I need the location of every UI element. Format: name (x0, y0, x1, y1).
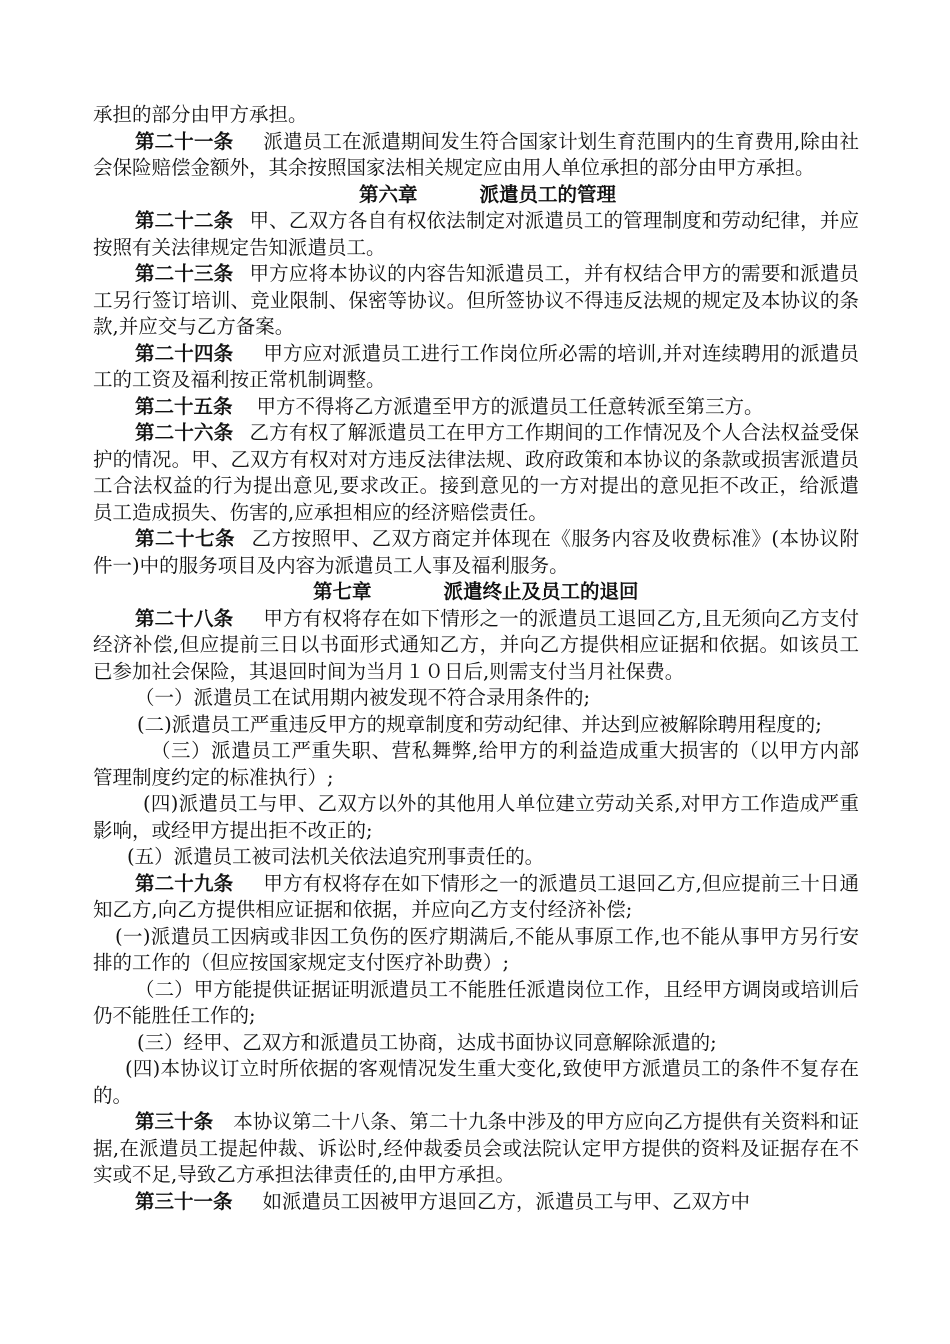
article-text: 派遣员工在派遣期间发生符合国家计划生育范围内的生育费用,除由社会保险赔偿金额外，其余按照国家法相关规定应由用人单位承担的部分由甲方承担。 (93, 129, 859, 179)
article-title: 第三十一条 (135, 1189, 233, 1213)
article-29-item-1: (一)派遣员工因病或非因工负伤的医疗期满后,不能从事原工作,也不能从事甲方另行安排的工作的（但应按国家规定支付医疗补助费）; (93, 924, 859, 974)
article-23 (93, 261, 859, 341)
article-text: 本协议第二十八条、第二十九条中涉及的甲方应向乙方提供有关资料和证据,在派遣员工提起仲裁、诉讼时,经仲裁委员会或法院认定甲方提供的资料及证据存在不实或不足,导致乙方承担法律责任的,由甲方承担。 (93, 1110, 859, 1186)
article-title: 第二十四条 (135, 341, 234, 365)
article-28 (93, 606, 859, 686)
article-title: 第二十六条 (135, 421, 234, 444)
article-text: 甲方应对派遣员工进行工作岗位所必需的培训,并对连续聘用的派遣员工的工资及福利按正常机制调整。 (93, 341, 859, 391)
chapter-title: 派遣终止及员工的退回 (443, 580, 639, 603)
article-29-item-4: (四)本协议订立时所依据的客观情况发生重大变化,致使甲方派遣员工的条件不复存在的。 (93, 1057, 859, 1107)
article-title: 第二十八条 (135, 606, 234, 630)
article-title: 第二十五条 (135, 394, 233, 418)
chapter-title: 派遣员工的管理 (479, 182, 617, 206)
article-27 (93, 526, 859, 579)
chapter-7-heading (93, 579, 859, 606)
chapter-number: 第七章 (313, 580, 372, 603)
chapter-number: 第六章 (359, 182, 418, 206)
article-28-item-1: （一）派遣员工在试用期内被发现不符合录用条件的; (135, 686, 591, 709)
article-21 (93, 129, 859, 182)
article-title: 第二十一条 (135, 129, 234, 153)
article-28-item-3: （三）派遣员工严重失职、营私舞弊,给甲方的利益造成重大损害的（以甲方内部管理制度约定的标准执行）; (93, 739, 859, 789)
article-text: 乙方有权了解派遣员工在甲方工作期间的工作情况及个人合法权益受保护的情况。甲、乙双方有权对对方违反法律法规、政府政策和本协议的条款或损害派遣员工合法权益的行为提出意见,要求改正。接到意见的一方对提出的意见拒不改正，给派遣员工造成损失、伤害的,应承担相应的经济赔偿责任。 (93, 421, 859, 524)
paragraph-continuation: 承担的部分由甲方承担。 (93, 103, 308, 126)
article-30 (93, 1109, 859, 1189)
article-31 (93, 1189, 859, 1216)
article-text: 甲方有权将存在如下情形之一的派遣员工退回乙方,且无须向乙方支付经济补偿,但应提前三日以书面形式通知乙方，并向乙方提供相应证据和依据。如该员工已参加社会保险，其退回时间为当月１０日后,则需支付当月社保费。 (93, 606, 859, 683)
article-24 (93, 341, 859, 394)
document-body (93, 102, 859, 1215)
article-title: 第三十条 (135, 1110, 214, 1133)
article-text: 甲方应将本协议的内容告知派遣员工，并有权结合甲方的需要和派遣员工另行签订培训、竞业限制、保密等协议。但所签协议不得违反法规的规定及本协议的条款,并应交与乙方备案。 (93, 262, 859, 338)
article-25 (93, 394, 859, 421)
article-29 (93, 871, 859, 924)
article-22 (93, 208, 859, 261)
article-28-item-5: (五）派遣员工被司法机关依法追究刑事责任的。 (127, 845, 545, 868)
article-title: 第二十二条 (135, 209, 234, 232)
article-28-item-2: (二)派遣员工严重违反甲方的规章制度和劳动纪律、并达到应被解除聘用程度的; (137, 712, 822, 736)
article-text: 如派遣员工因被甲方退回乙方，派遣员工与甲、乙双方中 (262, 1189, 751, 1213)
chapter-6-heading (93, 182, 859, 209)
article-text: 乙方按照甲、乙双方商定并体现在《服务内容及收费标准》(本协议附件一)中的服务项目及内容为派遣员工人事及福利服务。 (93, 527, 859, 577)
article-28-item-4: (四)派遣员工与甲、乙双方以外的其他用人单位建立劳动关系,对甲方工作造成严重影响，或经甲方提出拒不改正的; (93, 792, 859, 842)
article-title: 第二十七条 (135, 527, 235, 550)
article-text: 甲方不得将乙方派遣至甲方的派遣员工任意转派至第三方。 (256, 394, 764, 418)
article-title: 第二十九条 (135, 871, 234, 895)
article-29-item-2: （二）甲方能提供证据证明派遣员工不能胜任派遣岗位工作，且经甲方调岗或培训后仍不能胜任工作的; (93, 977, 859, 1027)
article-26 (93, 420, 859, 526)
article-title: 第二十三条 (135, 262, 234, 285)
article-text: 甲方有权将存在如下情形之一的派遣员工退回乙方,但应提前三十日通知乙方,向乙方提供相应证据和依据，并应向乙方支付经济补偿; (93, 871, 859, 921)
article-text: 甲、乙双方各自有权依法制定对派遣员工的管理制度和劳动纪律，并应按照有关法律规定告知派遣员工。 (93, 209, 859, 259)
article-29-item-3: (三）经甲、乙双方和派遣员工协商，达成书面协议同意解除派遣的; (137, 1030, 717, 1054)
